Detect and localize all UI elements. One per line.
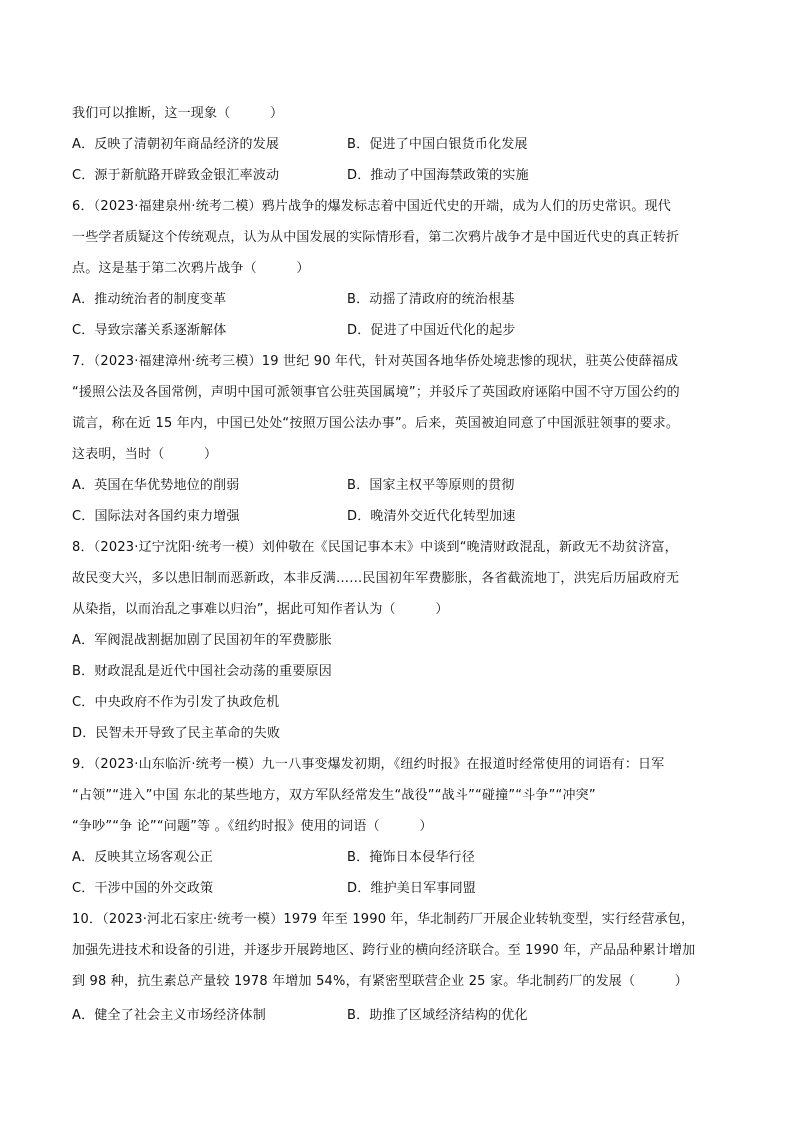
q9-option-d[interactable]: D．维护美日军事同盟 (347, 881, 477, 896)
q7-option-d[interactable]: D．晚清外交近代化转型加速 (347, 509, 516, 524)
question-9-line-3: “争吵”“争 论”“问题”等 。《纽约时报》使用的词语（ ） (72, 819, 433, 834)
question-6-line-1: 6．（2023·福建泉州·统考二模）鸦片战争的爆发标志着中国近代史的开端，成为人们的历史常识。现代 (72, 199, 671, 214)
q5-option-a[interactable]: A．反映了清朝初年商品经济的发展 (72, 137, 280, 152)
q8-option-a[interactable]: A．军阀混战割据加剧了民国初年的军费膨胀 (72, 633, 332, 648)
q9-option-c[interactable]: C．干涉中国的外交政策 (72, 881, 214, 896)
q8-option-d[interactable]: D．民智未开导致了民主革命的失败 (72, 726, 281, 741)
question-9-line-1: 9．（2023·山东临沂·统考一模）九一八事变爆发初期，《纽约时报》在报道时经常使用的词语有：日军 (72, 757, 665, 772)
q9-option-b[interactable]: B．掩饰日本侵华行径 (347, 850, 475, 865)
question-8-line-1: 8．（2023·辽宁沈阳·统考一模）刘仲敬在《民国记事本末》中谈到“晚清财政混乱，新政无不劫贫济富， (72, 540, 678, 555)
q6-option-a[interactable]: A．推动统治者的制度变革 (72, 292, 227, 307)
q10-option-b[interactable]: B．助推了区域经济结构的优化 (347, 1008, 528, 1023)
q5-option-c[interactable]: C．源于新航路开辟致金银汇率波动 (72, 168, 280, 183)
question-8-line-2: 故民变大兴，多以患旧制而恶新政，本非反满……民国初年军费膨胀，各省截流地丁，洪宪后历届政府无 (72, 571, 680, 586)
q6-option-b[interactable]: B．动摇了清政府的统治根基 (347, 292, 515, 307)
q9-option-a[interactable]: A．反映其立场客观公正 (72, 850, 214, 865)
question-10-line-2: 加强先进技术和设备的引进，并逐步开展跨地区、跨行业的横向经济联合。至 1990 年，产品品种累计增加 (72, 943, 696, 958)
q10-option-a[interactable]: A．健全了社会主义市场经济体制 (72, 1008, 266, 1023)
q6-option-d[interactable]: D．促进了中国近代化的起步 (347, 323, 516, 338)
question-6-line-3: 点。这是基于第二次鸦片战争（ ） (72, 261, 310, 276)
q5-option-b[interactable]: B．促进了中国白银货币化发展 (347, 137, 528, 152)
q7-option-b[interactable]: B．国家主权平等原则的贯彻 (347, 478, 515, 493)
q6-option-c[interactable]: C．导致宗藩关系逐渐解体 (72, 323, 227, 338)
question-7-line-2: “援照公法及各国常例，声明中国可派领事官公驻英国属境”；并驳斥了英国政府诬陷中国不守万国公约的 (72, 385, 680, 400)
q7-option-a[interactable]: A．英国在华优势地位的削弱 (72, 478, 240, 493)
q5-option-d[interactable]: D．推动了中国海禁政策的实施 (347, 168, 529, 183)
question-7-line-3: 谎言，称在近 15 年内，中国已处处“按照万国公法办事”。后来，英国被迫同意了中国派驻领事的要求。 (72, 416, 680, 431)
question-5-stem-end: 我们可以推断，这一现象（ ） (72, 106, 284, 121)
q8-option-c[interactable]: C．中央政府不作为引发了执政危机 (72, 695, 280, 710)
question-6-line-2: 一些学者质疑这个传统观点，认为从中国发展的实际情形看，第二次鸦片战争才是中国近代史的真正转折 (72, 230, 680, 245)
question-10-line-1: 10．（2023·河北石家庄·统考一模）1979 年至 1990 年，华北制药厂开展企业转轨变型，实行经营承包， (72, 912, 695, 927)
q8-option-b[interactable]: B．财政混乱是近代中国社会动荡的重要原因 (72, 664, 332, 679)
question-7-line-4: 这表明，当时（ ） (72, 447, 218, 462)
q7-option-c[interactable]: C．国际法对各国约束力增强 (72, 509, 240, 524)
question-9-line-2: “占领”“进入”中国 东北的某些地方，双方军队经常发生“战役”“战斗”“碰撞”“斗争”“冲突” (72, 788, 596, 803)
question-7-line-1: 7．（2023·福建漳州·统考三模）19 世纪 90 年代，针对英国各地华侨处境悲惨的现状，驻英公使薛福成 (72, 354, 679, 369)
question-10-line-3: 到 98 种，抗生素总产量较 1978 年增加 54%，有紧密型联营企业 25 家。华北制药厂的发展（ ） (72, 974, 688, 989)
question-8-line-3: 从染指，以而治乱之事难以归治”，据此可知作者认为（ ） (72, 602, 449, 617)
